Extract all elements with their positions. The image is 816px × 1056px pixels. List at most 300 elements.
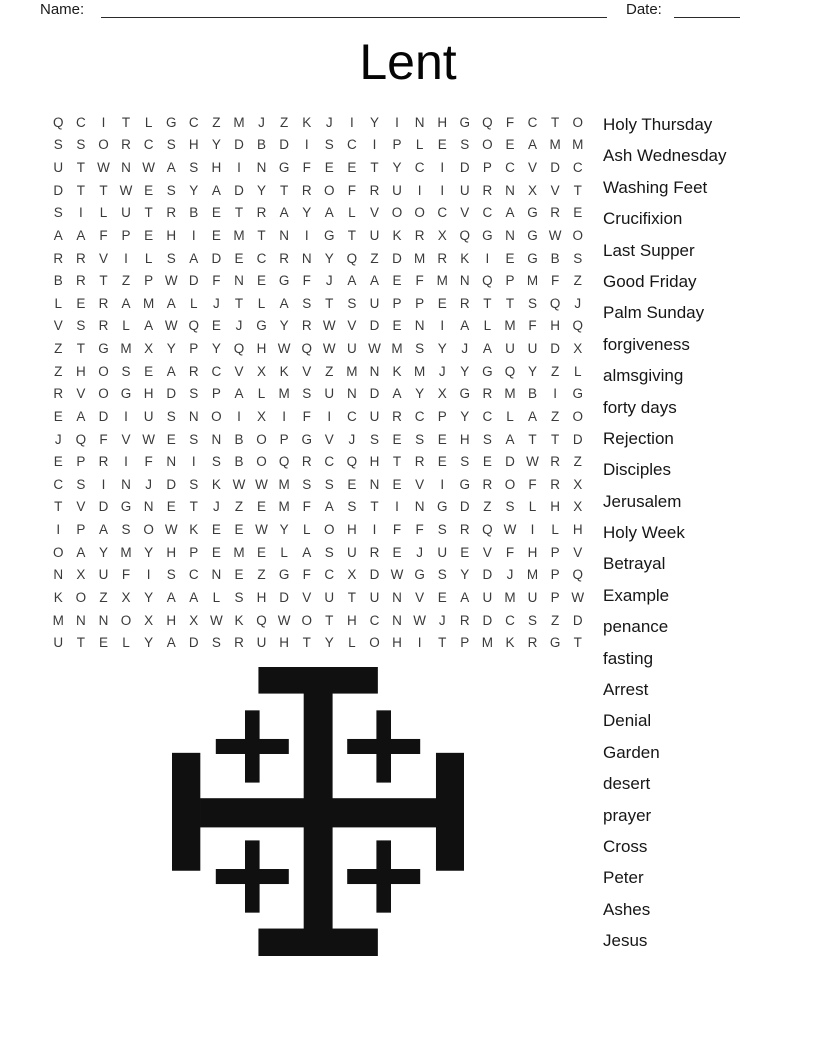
grid-letter: E <box>347 160 357 176</box>
grid-letter: Y <box>460 408 470 424</box>
grid-letter: T <box>438 635 447 651</box>
grid-letter: V <box>98 250 108 266</box>
grid-letter: A <box>98 522 108 538</box>
grid-letter: U <box>459 182 470 198</box>
grid-letter: I <box>372 137 377 153</box>
date-label: Date: <box>626 1 662 18</box>
grid-letter: N <box>505 227 515 243</box>
grid-letter: M <box>52 612 64 628</box>
grid-letter: K <box>189 522 199 538</box>
grid-letter: F <box>505 544 515 560</box>
grid-letter: X <box>257 363 267 379</box>
grid-letter: S <box>324 544 334 560</box>
grid-letter: E <box>53 408 63 424</box>
grid-letter: P <box>144 273 154 289</box>
grid-letter: P <box>121 227 131 243</box>
grid-letter: H <box>279 635 289 651</box>
grid-letter: L <box>348 205 356 221</box>
grid-letter: R <box>98 318 109 334</box>
grid-letter: E <box>482 454 492 470</box>
grid-letter: R <box>53 250 64 266</box>
grid-letter: R <box>234 635 244 651</box>
grid-letter: T <box>370 499 379 515</box>
grid-letter: G <box>120 386 132 402</box>
grid-letter: O <box>391 205 403 221</box>
grid-letter: H <box>346 612 357 628</box>
grid-letter: H <box>550 318 560 334</box>
grid-letter: Y <box>166 341 176 357</box>
grid-letter: U <box>505 341 515 357</box>
grid-letter: Y <box>144 544 154 560</box>
grid-letter: Y <box>257 182 267 198</box>
grid-letter: D <box>98 408 109 424</box>
grid-letter: Z <box>257 567 266 583</box>
grid-letter: T <box>257 227 266 243</box>
word-list-item: Jerusalem <box>603 491 682 511</box>
grid-letter: E <box>257 499 267 515</box>
grid-letter: L <box>257 295 266 311</box>
grid-letter: S <box>211 454 221 470</box>
grid-letter: Y <box>279 318 289 334</box>
word-list-item: Peter <box>603 868 644 888</box>
grid-letter: G <box>278 273 290 289</box>
letter-grid <box>47 111 589 654</box>
grid-letter: W <box>322 318 336 334</box>
grid-letter: L <box>122 635 130 651</box>
grid-letter: A <box>279 295 289 311</box>
grid-letter: V <box>415 476 425 492</box>
grid-letter: N <box>346 386 357 402</box>
grid-letter: T <box>234 295 244 311</box>
grid-letter: D <box>369 567 380 583</box>
grid-letter: W <box>97 160 110 176</box>
grid-letter: E <box>144 363 154 379</box>
word-list-item: almsgiving <box>603 366 684 386</box>
grid-letter: N <box>211 567 222 583</box>
grid-letter: Q <box>572 567 583 583</box>
grid-letter: O <box>211 408 222 424</box>
grid-letter: V <box>528 160 538 176</box>
grid-letter: D <box>482 567 493 583</box>
grid-letter: I <box>78 205 83 221</box>
grid-letter: H <box>437 114 448 130</box>
grid-letter: S <box>234 589 244 605</box>
grid-letter: P <box>550 589 560 605</box>
grid-letter: G <box>278 567 290 583</box>
grid-letter: S <box>189 476 199 492</box>
word-list-item: Palm Sunday <box>603 303 705 323</box>
grid-letter: E <box>234 250 244 266</box>
grid-letter: A <box>76 227 86 243</box>
grid-letter: E <box>144 182 154 198</box>
grid-letter: C <box>324 454 335 470</box>
grid-letter: S <box>76 476 86 492</box>
grid-letter: J <box>348 431 356 447</box>
grid-letter: C <box>75 114 86 130</box>
grid-letter: U <box>369 295 380 311</box>
grid-letter: H <box>527 544 538 560</box>
grid-letter: E <box>392 431 402 447</box>
grid-letter: A <box>166 295 176 311</box>
grid-letter: A <box>460 318 470 334</box>
grid-letter: Q <box>504 363 516 379</box>
grid-letter: G <box>572 386 583 402</box>
grid-letter: S <box>437 567 447 583</box>
grid-letter: K <box>505 635 515 651</box>
grid-letter: I <box>124 408 128 424</box>
grid-letter: A <box>189 589 199 605</box>
grid-letter: T <box>121 114 131 130</box>
grid-letter: E <box>505 137 515 153</box>
grid-letter: N <box>392 612 402 628</box>
grid-letter: R <box>550 205 560 221</box>
grid-letter: D <box>459 160 470 176</box>
grid-letter: E <box>437 431 447 447</box>
grid-letter: C <box>143 137 154 153</box>
grid-letter: A <box>324 499 334 515</box>
grid-letter: Z <box>550 363 560 379</box>
grid-letter: L <box>506 408 514 424</box>
grid-letter: V <box>302 589 312 605</box>
grid-letter: E <box>324 160 334 176</box>
grid-letter: F <box>528 476 537 492</box>
grid-letter: W <box>119 182 133 198</box>
grid-letter: T <box>550 431 560 447</box>
grid-letter: N <box>234 273 244 289</box>
word-list-item: Arrest <box>603 680 649 700</box>
grid-letter: P <box>189 341 199 357</box>
grid-letter: Q <box>53 114 64 130</box>
grid-letter: Y <box>415 386 425 402</box>
grid-letter: A <box>166 160 176 176</box>
grid-letter: U <box>392 182 402 198</box>
grid-letter: A <box>53 227 63 243</box>
word-list-item: fasting <box>603 648 654 668</box>
grid-letter: C <box>482 205 493 221</box>
grid-letter: N <box>98 612 109 628</box>
grid-letter: U <box>437 544 448 560</box>
grid-letter: H <box>211 160 222 176</box>
grid-letter: S <box>189 386 199 402</box>
grid-letter: R <box>459 295 470 311</box>
grid-letter: D <box>211 250 222 266</box>
grid-letter: P <box>437 408 447 424</box>
grid-letter: U <box>369 227 380 243</box>
grid-letter: I <box>440 476 445 492</box>
grid-letter: D <box>188 273 199 289</box>
grid-letter: O <box>120 612 132 628</box>
grid-letter: D <box>482 612 493 628</box>
grid-letter: R <box>301 182 312 198</box>
grid-letter: L <box>212 589 221 605</box>
grid-letter: C <box>346 137 357 153</box>
grid-letter: A <box>166 635 176 651</box>
grid-letter: A <box>302 544 312 560</box>
grid-letter: S <box>302 386 312 402</box>
grid-letter: W <box>142 431 155 447</box>
grid-letter: R <box>482 476 493 492</box>
grid-letter: I <box>485 250 490 266</box>
grid-letter: M <box>413 363 426 379</box>
grid-letter: E <box>437 454 447 470</box>
grid-letter: W <box>368 341 381 357</box>
grid-letter: I <box>395 499 399 515</box>
grid-letter: A <box>482 341 492 357</box>
grid-letter: A <box>324 205 334 221</box>
grid-letter: N <box>75 612 86 628</box>
grid-letter: D <box>279 137 289 153</box>
grid-letter: S <box>415 341 425 357</box>
grid-letter: H <box>369 454 380 470</box>
grid-letter: Z <box>573 273 582 289</box>
grid-letter: U <box>346 544 357 560</box>
grid-letter: A <box>234 386 244 402</box>
grid-letter: J <box>325 273 333 289</box>
grid-letter: S <box>369 431 379 447</box>
grid-letter: Y <box>437 341 447 357</box>
grid-letter: Z <box>483 499 492 515</box>
grid-letter: I <box>440 160 445 176</box>
grid-letter: M <box>120 544 132 560</box>
grid-letter: E <box>437 137 447 153</box>
grid-letter: U <box>143 408 154 424</box>
grid-letter: T <box>370 160 379 176</box>
grid-letter: U <box>527 341 538 357</box>
grid-letter: M <box>278 499 290 515</box>
grid-letter: C <box>346 408 357 424</box>
grid-letter: P <box>550 544 560 560</box>
grid-letter: I <box>327 408 332 424</box>
grid-letter: A <box>505 431 515 447</box>
grid-letter: S <box>76 137 86 153</box>
grid-letter: K <box>302 114 312 130</box>
grid-letter: S <box>166 250 176 266</box>
grid-letter: N <box>301 250 312 266</box>
grid-letter: Y <box>460 363 470 379</box>
grid-letter: D <box>188 635 199 651</box>
grid-letter: O <box>75 589 87 605</box>
grid-letter: L <box>257 386 266 402</box>
grid-letter: Y <box>279 522 289 538</box>
grid-letter: A <box>460 589 470 605</box>
grid-letter: M <box>346 363 358 379</box>
grid-letter: O <box>572 114 583 130</box>
grid-letter: I <box>417 635 422 651</box>
grid-letter: L <box>99 205 108 221</box>
word-list-item: Holy Thursday <box>603 115 713 134</box>
grid-letter: V <box>550 182 560 198</box>
grid-letter: I <box>553 386 557 402</box>
grid-letter: M <box>504 386 516 402</box>
grid-letter: C <box>53 476 64 492</box>
word-list-item: Ash Wednesday <box>603 146 727 166</box>
grid-letter: Q <box>256 612 267 628</box>
grid-letter: L <box>122 318 130 334</box>
grid-letter: R <box>482 386 493 402</box>
grid-letter: R <box>392 408 402 424</box>
grid-letter: M <box>526 273 539 289</box>
grid-letter: L <box>551 522 559 538</box>
grid-letter: M <box>233 544 245 560</box>
grid-letter: W <box>322 341 336 357</box>
grid-letter: A <box>144 318 154 334</box>
grid-letter: P <box>460 635 470 651</box>
grid-letter: A <box>121 295 131 311</box>
grid-letter: R <box>550 476 560 492</box>
grid-letter: H <box>550 499 560 515</box>
grid-letter: H <box>572 522 583 538</box>
grid-letter: I <box>237 160 241 176</box>
grid-letter: V <box>369 205 379 221</box>
grid-letter: A <box>392 386 402 402</box>
grid-letter: M <box>120 341 132 357</box>
grid-letter: G <box>482 363 493 379</box>
grid-letter: Y <box>144 635 154 651</box>
grid-letter: U <box>527 589 538 605</box>
grid-letter: H <box>75 363 86 379</box>
grid-letter: J <box>438 363 446 379</box>
word-list <box>603 109 726 957</box>
grid-letter: F <box>302 499 311 515</box>
grid-letter: A <box>189 250 199 266</box>
grid-letter: I <box>191 454 196 470</box>
grid-letter: F <box>99 431 108 447</box>
grid-letter: N <box>414 114 425 130</box>
grid-letter: T <box>528 431 537 447</box>
grid-letter: U <box>53 160 64 176</box>
grid-letter: Y <box>324 250 334 266</box>
grid-letter: T <box>483 295 492 311</box>
grid-letter: B <box>234 454 244 470</box>
grid-letter: C <box>188 567 199 583</box>
grid-letter: V <box>234 363 244 379</box>
grid-letter: M <box>278 386 290 402</box>
grid-letter: S <box>347 295 357 311</box>
grid-letter: A <box>347 273 357 289</box>
grid-letter: A <box>505 205 515 221</box>
grid-letter: M <box>233 227 245 243</box>
grid-letter: C <box>527 114 538 130</box>
grid-letter: N <box>279 227 289 243</box>
grid-letter: R <box>414 227 425 243</box>
grid-letter: U <box>369 589 380 605</box>
grid-letter: N <box>369 476 380 492</box>
grid-letter: S <box>121 522 131 538</box>
grid-letter: J <box>235 318 243 334</box>
grid-letter: V <box>460 205 470 221</box>
grid-letter: C <box>505 160 515 176</box>
grid-letter: T <box>144 205 153 221</box>
grid-letter: G <box>459 386 471 402</box>
grid-letter: I <box>440 182 445 198</box>
grid-letter: N <box>211 431 222 447</box>
grid-letter: G <box>165 114 177 130</box>
grid-letter: Z <box>550 612 560 628</box>
grid-letter: I <box>282 408 286 424</box>
grid-letter: G <box>436 499 448 515</box>
grid-letter: Y <box>392 160 402 176</box>
grid-letter: L <box>348 635 356 651</box>
grid-letter: E <box>211 205 221 221</box>
grid-letter: A <box>369 273 379 289</box>
grid-letter: I <box>304 137 309 153</box>
grid-letter: D <box>234 182 244 198</box>
jerusalem-cross-icon <box>172 667 464 956</box>
grid-letter: A <box>76 544 86 560</box>
grid-letter: S <box>121 363 131 379</box>
grid-letter: B <box>550 250 560 266</box>
grid-letter: Q <box>75 431 87 447</box>
grid-letter: E <box>460 544 470 560</box>
grid-letter: H <box>143 386 154 402</box>
grid-letter: W <box>255 522 268 538</box>
grid-letter: C <box>482 408 493 424</box>
grid-letter: D <box>279 589 289 605</box>
grid-letter: G <box>527 205 538 221</box>
grid-letter: O <box>256 431 267 447</box>
grid-letter: C <box>437 205 448 221</box>
grid-letter: R <box>98 295 109 311</box>
grid-letter: H <box>188 137 199 153</box>
grid-letter: F <box>99 227 108 243</box>
grid-letter: D <box>550 160 560 176</box>
grid-letter: S <box>166 408 176 424</box>
grid-letter: Z <box>54 363 63 379</box>
word-list-item: Crucifixion <box>603 209 683 229</box>
grid-letter: U <box>53 635 64 651</box>
grid-letter: K <box>234 612 244 628</box>
grid-letter: G <box>459 114 471 130</box>
grid-letter: T <box>76 182 85 198</box>
grid-letter: S <box>324 137 334 153</box>
grid-letter: D <box>505 454 515 470</box>
grid-letter: N <box>143 499 154 515</box>
grid-letter: M <box>526 567 539 583</box>
grid-letter: H <box>256 589 267 605</box>
grid-letter: P <box>211 386 221 402</box>
grid-letter: O <box>414 205 425 221</box>
grid-letter: I <box>395 114 399 130</box>
grid-letter: E <box>392 476 402 492</box>
grid-letter: T <box>550 114 560 130</box>
grid-letter: U <box>324 386 335 402</box>
grid-letter: F <box>415 273 424 289</box>
grid-letter: I <box>440 318 445 334</box>
grid-letter: T <box>573 182 582 198</box>
grid-letter: T <box>347 227 356 243</box>
grid-letter: R <box>256 205 267 221</box>
grid-letter: Q <box>482 273 493 289</box>
grid-letter: M <box>504 318 516 334</box>
grid-letter: R <box>459 522 470 538</box>
grid-letter: Z <box>279 114 289 130</box>
grid-letter: P <box>76 454 86 470</box>
grid-letter: M <box>549 137 561 153</box>
grid-letter: E <box>257 273 267 289</box>
grid-letter: C <box>369 612 380 628</box>
grid-letter: T <box>99 273 108 289</box>
grid-letter: J <box>212 499 220 515</box>
grid-letter: P <box>392 295 402 311</box>
grid-letter: N <box>392 589 402 605</box>
grid-letter: O <box>324 522 335 538</box>
grid-letter: Z <box>325 363 334 379</box>
grid-letter: Y <box>302 205 312 221</box>
grid-letter: N <box>121 160 131 176</box>
word-list-item: Rejection <box>603 428 674 448</box>
grid-letter: A <box>279 205 289 221</box>
grid-letter: T <box>573 635 582 651</box>
